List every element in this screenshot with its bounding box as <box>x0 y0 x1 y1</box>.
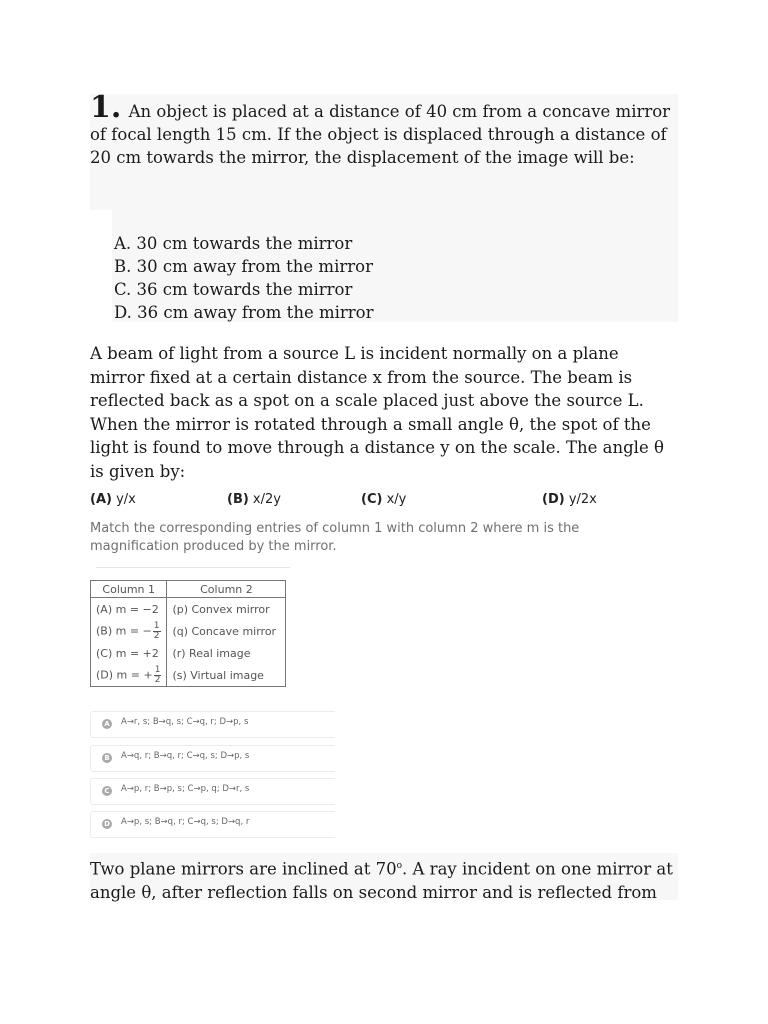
fraction <box>153 622 161 641</box>
column-1-cell <box>91 620 167 642</box>
answer-option-a[interactable] <box>90 711 335 738</box>
answer-option-d[interactable] <box>90 811 335 838</box>
option-key: (B) <box>227 492 249 507</box>
answer-text: A→p, s; B→q, r; C→q, s; D→q, r <box>121 817 250 827</box>
answer-option-c[interactable] <box>90 778 335 805</box>
question-2-option-c <box>361 492 406 507</box>
option-value: y/x <box>111 492 136 507</box>
table-header-row <box>91 581 286 598</box>
option-key: (A) <box>90 492 112 507</box>
fraction-denominator: 2 <box>153 630 160 641</box>
option-key: (D) <box>542 492 565 507</box>
question-1-option-b: B. 30 cm away from the mirror <box>114 257 373 276</box>
question-1-number: 1. <box>90 90 122 125</box>
question-1-box-notch <box>90 210 112 322</box>
cell-text: (D) m = + <box>96 668 153 681</box>
cell-text: (B) m = − <box>96 624 152 637</box>
question-4-text-rest: . A ray incident on one mirror at angle θ, after reflection falls on second mirror and is reflected from <box>90 859 673 902</box>
question-2-text: A beam of light from a source L is incident normally on a plane mirror fixed at a certain distance x from the source. The beam is reflected back as a spot on a scale placed just above the source L. When the mirror is rotated through a small angle θ, the spot of the light is found to move through a distance y on the scale. The angle θ is given by: <box>90 344 664 481</box>
column-1-cell <box>91 664 167 687</box>
fraction <box>154 666 162 685</box>
option-value: x/y <box>382 492 407 507</box>
question-2-option-b <box>227 492 281 507</box>
option-value: y/2x <box>564 492 597 507</box>
degree-symbol: o <box>396 861 403 871</box>
question-1-option-d: D. 36 cm away from the mirror <box>114 303 374 322</box>
question-1-options <box>114 232 373 324</box>
answer-option-b[interactable] <box>90 745 335 772</box>
table-row <box>91 664 286 687</box>
question-1-option-a: A. 30 cm towards the mirror <box>114 234 353 253</box>
table-row <box>91 598 286 621</box>
option-key: (C) <box>361 492 383 507</box>
fraction-denominator: 2 <box>154 674 161 685</box>
column-2-cell: (p) Convex mirror <box>167 598 286 621</box>
answer-text: A→q, r; B→q, r; C→q, s; D→p, s <box>121 751 250 761</box>
question-2-option-d <box>542 492 597 507</box>
divider <box>96 567 290 568</box>
question-2-option-a <box>90 492 136 507</box>
cell-text: (A) m = −2 <box>96 602 159 616</box>
option-letter-badge: C <box>102 786 112 796</box>
question-1-option-c: C. 36 cm towards the mirror <box>114 280 353 299</box>
column-2-cell: (s) Virtual image <box>167 664 286 687</box>
cell-text: (C) m = +2 <box>96 646 159 660</box>
answer-text: A→p, r; B→p, s; C→p, q; D→r, s <box>121 784 250 794</box>
fraction-numerator: 1 <box>154 664 161 675</box>
option-letter-badge: A <box>102 719 112 729</box>
column-2-cell: (r) Real image <box>167 642 286 664</box>
question-3-intro: Match the corresponding entries of column 1 with column 2 where m is the magnification produced by the mirror. <box>90 521 580 554</box>
column-2-header: Column 2 <box>167 581 286 598</box>
question-4-text <box>90 855 678 904</box>
table-row <box>91 642 286 664</box>
question-1-text-block <box>90 90 678 169</box>
option-value: x/2y <box>248 492 281 507</box>
column-1-cell <box>91 642 167 664</box>
column-2-cell: (q) Concave mirror <box>167 620 286 642</box>
option-letter-badge: B <box>102 753 112 763</box>
fraction-numerator: 1 <box>153 620 160 631</box>
question-1-text: An object is placed at a distance of 40 cm from a concave mirror of focal length 15 cm. If the object is displaced through a distance of 20 cm towards the mirror, the displacement of the image will be: <box>90 102 671 167</box>
column-1-cell <box>91 598 167 621</box>
matching-table <box>90 580 286 687</box>
table-row <box>91 620 286 642</box>
answer-text: A→r, s; B→q, s; C→q, r; D→p, s <box>121 717 249 727</box>
option-letter-badge: D <box>102 819 112 829</box>
question-4-text-start: Two plane mirrors are inclined at 70 <box>90 859 397 879</box>
column-1-header: Column 1 <box>91 581 167 598</box>
